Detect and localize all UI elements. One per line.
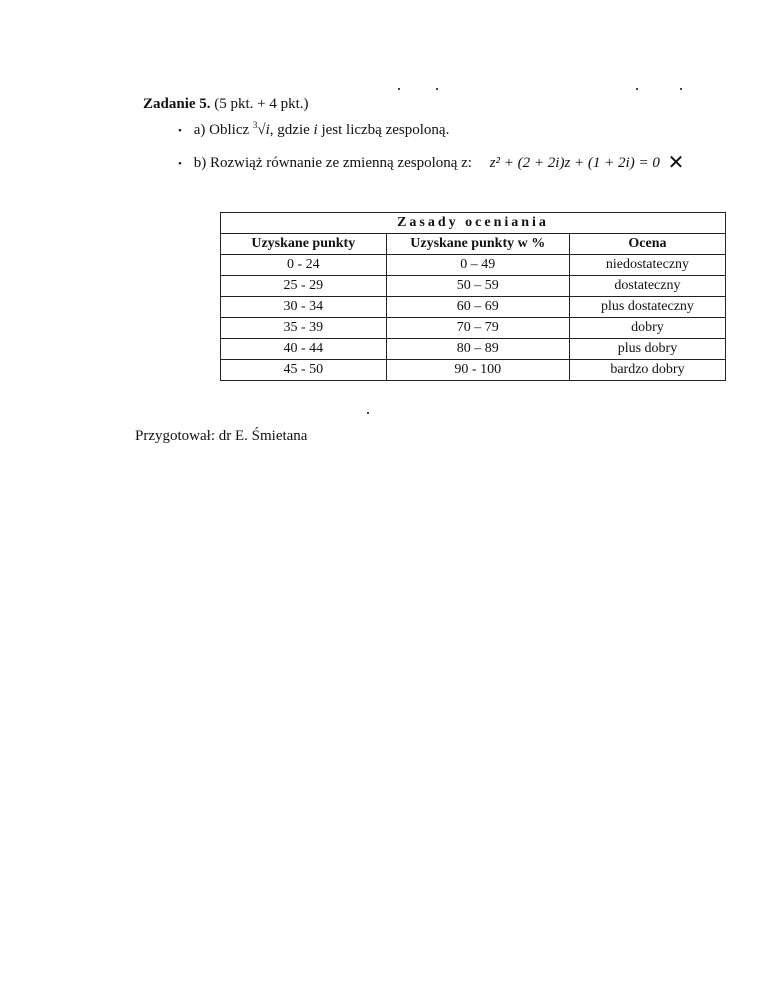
table-row bbox=[221, 297, 726, 318]
cell-points: 40 - 44 bbox=[221, 339, 387, 360]
header-grade: Ocena bbox=[569, 234, 725, 255]
cell-percent: 70 – 79 bbox=[386, 318, 569, 339]
scan-speck bbox=[367, 412, 369, 414]
table-row bbox=[221, 339, 726, 360]
cross-mark-icon: ✕ bbox=[667, 152, 685, 174]
cell-points: 45 - 50 bbox=[221, 360, 387, 381]
table-row bbox=[221, 360, 726, 381]
cell-grade: plus dobry bbox=[569, 339, 725, 360]
header-points: Uzyskane punkty bbox=[221, 234, 387, 255]
subtask-a-verb: Oblicz bbox=[209, 122, 250, 138]
bullet-icon: • bbox=[178, 125, 182, 137]
subtask-b-equation: z² + (2 + 2i)z + (1 + 2i) = 0 bbox=[489, 155, 660, 171]
cell-grade: dobry bbox=[569, 318, 725, 339]
cell-grade: plus dostateczny bbox=[569, 297, 725, 318]
scan-speck bbox=[398, 88, 400, 90]
table-row bbox=[221, 318, 726, 339]
subtask-a-suffix: jest liczbą zespoloną. bbox=[317, 122, 450, 138]
cell-grade: dostateczny bbox=[569, 276, 725, 297]
task-number: Zadanie 5. bbox=[143, 96, 211, 112]
scan-speck bbox=[436, 88, 438, 90]
cell-points: 35 - 39 bbox=[221, 318, 387, 339]
cell-percent: 0 – 49 bbox=[386, 255, 569, 276]
table-row bbox=[221, 255, 726, 276]
bullet-icon: • bbox=[178, 158, 182, 170]
grading-table-caption: Zasady oceniania bbox=[221, 213, 726, 234]
task-title bbox=[143, 96, 309, 113]
cell-points: 0 - 24 bbox=[221, 255, 387, 276]
subtask-a bbox=[178, 120, 449, 139]
scan-speck bbox=[680, 88, 682, 90]
cell-grade: bardzo dobry bbox=[569, 360, 725, 381]
cube-root-expression: $^3$√i bbox=[252, 120, 270, 138]
cell-grade: niedostateczny bbox=[569, 255, 725, 276]
cell-percent: 80 – 89 bbox=[386, 339, 569, 360]
grading-table bbox=[220, 212, 726, 381]
header-percent: Uzyskane punkty w % bbox=[386, 234, 569, 255]
table-row bbox=[221, 276, 726, 297]
cell-percent: 90 - 100 bbox=[386, 360, 569, 381]
subtask-b-marker: b) bbox=[193, 155, 207, 171]
scan-speck bbox=[636, 88, 638, 90]
cell-points: 25 - 29 bbox=[221, 276, 387, 297]
prepared-by: Przygotował: dr E. Śmietana bbox=[135, 428, 308, 444]
subtask-b-text: Rozwiąż równanie ze zmienną zespoloną z: bbox=[210, 155, 472, 171]
cell-percent: 60 – 69 bbox=[386, 297, 569, 318]
cell-points: 30 - 34 bbox=[221, 297, 387, 318]
subtask-a-marker: a) bbox=[193, 122, 206, 138]
subtask-b bbox=[178, 150, 684, 175]
subtask-a-prefix: , gdzie bbox=[269, 122, 314, 138]
subtask-a-var: i bbox=[313, 122, 318, 138]
cell-percent: 50 – 59 bbox=[386, 276, 569, 297]
task-points: (5 pkt. + 4 pkt.) bbox=[210, 96, 309, 112]
